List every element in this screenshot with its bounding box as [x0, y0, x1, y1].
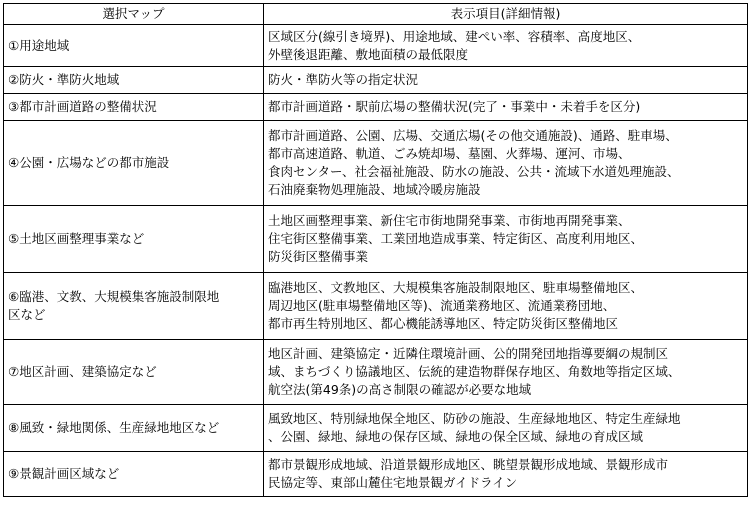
header-detail: 表示項目(詳細情報) — [264, 4, 748, 25]
map-name-cell: ⑦地区計画、建築協定など — [4, 340, 264, 405]
map-name-cell: ⑥臨港、文教、大規模集客施設制限地 区など — [4, 273, 264, 340]
map-name-cell: ④公園・広場などの都市施設 — [4, 121, 264, 206]
detail-cell: 風致地区、特別緑地保全地区、防砂の施設、生産緑地地区、特定生産緑地 、公園、緑地、緑地の保存区域、緑地の保全区域、緑地の育成区域 — [264, 405, 748, 452]
table-row — [4, 405, 748, 452]
table-row — [4, 452, 748, 497]
header-map: 選択マップ — [4, 4, 264, 25]
map-name-cell: ③都市計画道路の整備状況 — [4, 94, 264, 121]
map-name-cell: ②防火・準防火地域 — [4, 67, 264, 94]
table-row — [4, 94, 748, 121]
detail-cell: 地区計画、建築協定・近隣住環境計画、公的開発団地指導要綱の規制区 域、まちづくり協議地区、伝統的建造物群保存地区、角数地等指定区域、 航空法(第49条)の高さ制限の確認が必要な地域 — [264, 340, 748, 405]
header-row — [4, 4, 748, 25]
table-row — [4, 67, 748, 94]
table-row — [4, 206, 748, 273]
detail-cell: 臨港地区、文教地区、大規模集客施設制限地区、駐車場整備地区、 周辺地区(駐車場整備地区等)、流通業務地区、流通業務団地、 都市再生特別地区、都心機能誘導地区、特定防災街区整備地区 — [264, 273, 748, 340]
map-table — [3, 3, 748, 497]
map-name-cell: ⑤土地区画整理事業など — [4, 206, 264, 273]
detail-cell: 区域区分(線引き境界)、用途地域、建ぺい率、容積率、高度地区、 外壁後退距離、敷地面積の最低限度 — [264, 25, 748, 67]
table-row — [4, 273, 748, 340]
map-name-cell: ①用途地域 — [4, 25, 264, 67]
table-row — [4, 121, 748, 206]
map-name-cell: ⑧風致・緑地関係、生産緑地地区など — [4, 405, 264, 452]
table-row — [4, 25, 748, 67]
detail-cell: 都市計画道路、公園、広場、交通広場(その他交通施設)、通路、駐車場、 都市高速道路、軌道、ごみ焼却場、墓園、火葬場、運河、市場、 食肉センター、社会福祉施設、防水の施設、公共・流域下水道処理施設、 石油廃棄物処理施設、地域冷暖房施設 — [264, 121, 748, 206]
detail-cell: 都市景観形成地域、沿道景観形成地区、眺望景観形成地域、景観形成市 民協定等、東部山麓住宅地景観ガイドライン — [264, 452, 748, 497]
detail-cell: 土地区画整理事業、新住宅市街地開発事業、市街地再開発事業、 住宅街区整備事業、工業団地造成事業、特定街区、高度利用地区、 防災街区整備事業 — [264, 206, 748, 273]
table-row — [4, 340, 748, 405]
detail-cell: 都市計画道路・駅前広場の整備状況(完了・事業中・未着手を区分) — [264, 94, 748, 121]
map-name-cell: ⑨景観計画区域など — [4, 452, 264, 497]
detail-cell: 防火・準防火等の指定状況 — [264, 67, 748, 94]
